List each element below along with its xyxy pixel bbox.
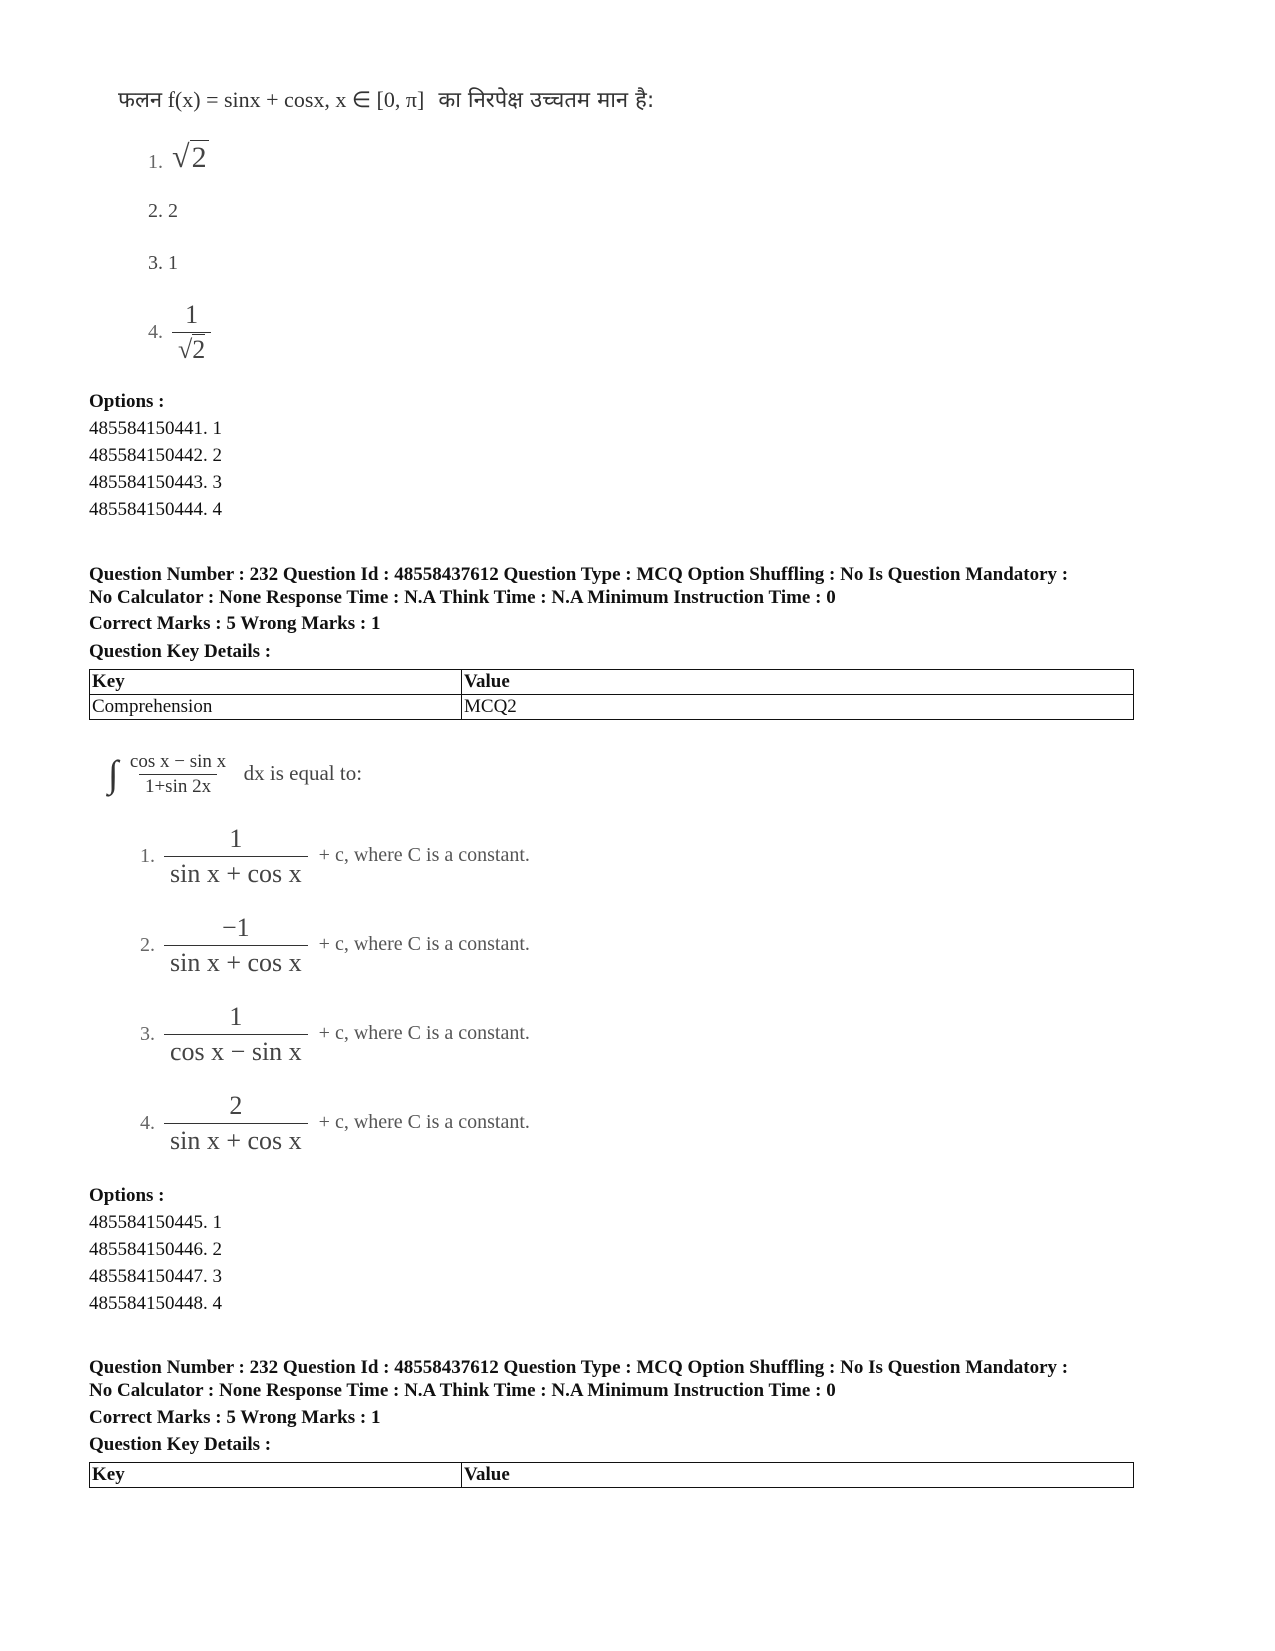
question-2-option-2 <box>140 911 530 980</box>
option-id-line: 485584150441. 1 <box>89 418 222 439</box>
options-heading: Options : <box>89 391 165 412</box>
fraction <box>172 298 211 367</box>
question-key-table <box>89 669 1134 720</box>
fraction-denominator: cos x − sin x <box>164 1034 308 1069</box>
table-header-value: Value <box>462 670 1134 695</box>
options-heading: Options : <box>89 1185 165 1206</box>
question-marks: Correct Marks : 5 Wrong Marks : 1 <box>89 613 381 634</box>
sqrt-expression: √2 <box>172 138 207 174</box>
question-key-details-heading: Question Key Details : <box>89 641 272 662</box>
option-index: 2. <box>140 934 155 956</box>
fraction <box>164 911 308 980</box>
option-id-line: 485584150443. 3 <box>89 472 222 493</box>
fraction-numerator: 2 <box>229 1091 243 1120</box>
fraction <box>164 822 308 891</box>
question-key-details-heading: Question Key Details : <box>89 1434 272 1455</box>
fraction-denominator: sin x + cos x <box>164 856 308 891</box>
option-index: 4. <box>140 1112 155 1134</box>
fraction-denominator: 1+sin 2x <box>139 774 217 799</box>
fraction-denominator: √2 <box>172 332 211 367</box>
option-id-line: 485584150447. 3 <box>89 1266 222 1287</box>
fraction <box>164 1089 308 1158</box>
question-key-table <box>89 1462 1134 1488</box>
option-id-line: 485584150448. 4 <box>89 1293 222 1314</box>
fraction-denominator: sin x + cos x <box>164 945 308 980</box>
table-header-key: Key <box>90 1463 462 1488</box>
fraction-numerator: cos x − sin x <box>129 751 227 772</box>
fraction <box>124 750 232 799</box>
question-meta-line-1: Question Number : 232 Question Id : 48558437612 Question Type : MCQ Option Shuffling : No Is Question Mandatory : <box>89 1357 1069 1378</box>
question-1-option-4 <box>148 298 211 367</box>
table-row <box>90 695 1134 720</box>
fraction-numerator: 1 <box>229 1002 243 1031</box>
question-marks: Correct Marks : 5 Wrong Marks : 1 <box>89 1407 381 1428</box>
question-1-stem <box>118 84 818 114</box>
table-header-row <box>90 670 1134 695</box>
question-2-option-4 <box>140 1089 530 1158</box>
question-1-image <box>118 84 818 374</box>
question-1-stem-math: फलन f(x) = sinx + cosx, x ∈ [0, π] <box>118 87 425 112</box>
stem-tail: dx is equal to: <box>243 760 363 785</box>
table-header-key: Key <box>90 670 462 695</box>
question-2-option-3 <box>140 1000 530 1069</box>
question-2-option-1 <box>140 822 530 891</box>
question-1-stem-hindi: का निरपेक्ष उच्चतम मान है: <box>438 88 655 113</box>
option-tail: + c, where C is a constant. <box>318 1111 530 1134</box>
option-index: 4. <box>148 321 163 343</box>
option-id-line: 485584150445. 1 <box>89 1212 222 1233</box>
table-header-value: Value <box>462 1463 1134 1488</box>
option-id-line: 485584150442. 2 <box>89 445 222 466</box>
option-id-line: 485584150446. 2 <box>89 1239 222 1260</box>
fraction-numerator: 1 <box>229 824 243 853</box>
option-index: 3. <box>140 1023 155 1045</box>
table-header-row <box>90 1463 1134 1488</box>
question-1-option-1 <box>148 138 209 175</box>
question-meta-line-1: Question Number : 232 Question Id : 48558437612 Question Type : MCQ Option Shuffling : No Is Question Mandatory : <box>89 564 1069 585</box>
option-tail: + c, where C is a constant. <box>318 933 530 956</box>
fraction-numerator: 1 <box>185 300 199 329</box>
sqrt-value: 2 <box>191 141 207 174</box>
table-cell-key: Comprehension <box>90 695 462 720</box>
table-cell-value: MCQ2 <box>462 695 1134 720</box>
integral-symbol: ∫ <box>108 753 119 796</box>
option-index: 1. <box>140 845 155 867</box>
question-meta-line-2: No Calculator : None Response Time : N.A Think Time : N.A Minimum Instruction Time : 0 <box>89 1380 836 1401</box>
option-index: 1. <box>148 150 163 173</box>
option-id-line: 485584150444. 4 <box>89 499 222 520</box>
question-1-option-2: 2. 2 <box>148 200 178 222</box>
fraction-numerator: −1 <box>222 913 250 942</box>
fraction <box>164 1000 308 1069</box>
question-2-image <box>108 750 668 1170</box>
option-tail: + c, where C is a constant. <box>318 1022 530 1045</box>
question-meta-line-2: No Calculator : None Response Time : N.A Think Time : N.A Minimum Instruction Time : 0 <box>89 587 836 608</box>
fraction-denominator: sin x + cos x <box>164 1123 308 1158</box>
question-2-stem <box>108 750 362 799</box>
question-1-option-3: 3. 1 <box>148 252 178 274</box>
option-tail: + c, where C is a constant. <box>318 844 530 867</box>
